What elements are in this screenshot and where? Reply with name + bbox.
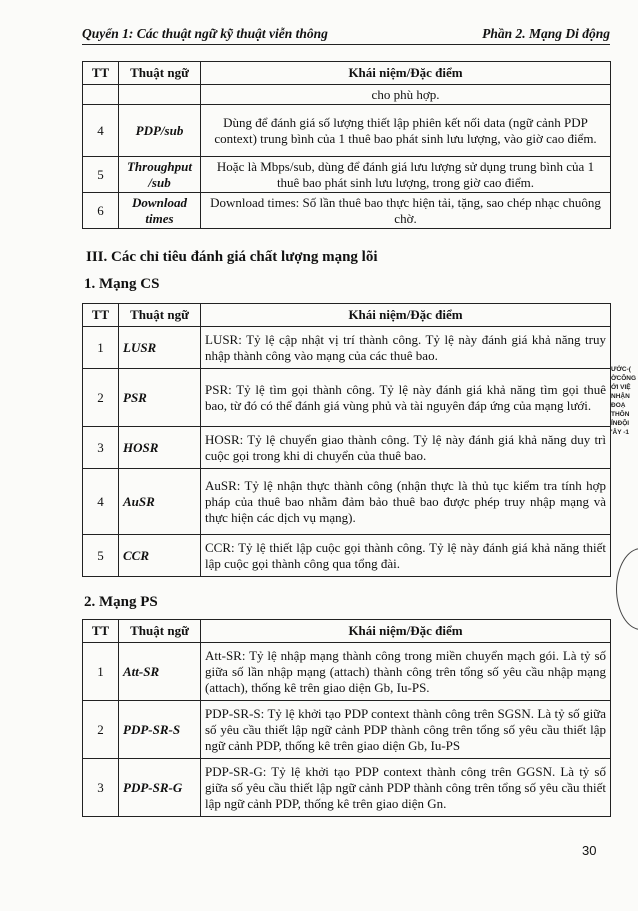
table-row: [83, 369, 611, 427]
running-header: [82, 24, 610, 45]
scrap-line: ỈNĐỘI: [611, 420, 630, 427]
table-row: [83, 427, 611, 469]
col-header-term: Thuật ngữ: [119, 62, 201, 85]
subsection-heading-ps: 2. Mạng PS: [84, 594, 158, 610]
col-header-tt: TT: [83, 620, 119, 643]
table-row: [83, 469, 611, 535]
col-header-tt: TT: [83, 304, 119, 327]
row-tt: 1: [83, 327, 119, 369]
row-tt: 5: [83, 535, 119, 577]
row-desc: Dùng để đánh giá số lượng thiết lập phiên kết nối data (ngữ cảnh PDP context) trung bình của 1 thuê bao phát sinh lưu lượng, vào giờ cao điểm.: [201, 105, 611, 157]
table-row: [83, 85, 611, 105]
page-number: 30: [582, 843, 597, 858]
table-header-row: [83, 62, 611, 85]
row-term: Download times: [119, 193, 201, 229]
row-desc: LUSR: Tỷ lệ cập nhật vị trí thành công. Tỷ lệ này đánh giá khả năng truy nhập thành công vào mạng của các thuê bao.: [201, 327, 611, 369]
seal-stamp-partial: [616, 548, 638, 630]
row-desc: AuSR: Tỷ lệ nhận thực thành công (nhận thực là thủ tục kiểm tra tính hợp pháp của thuê bao nhằm đảm bảo thuê bao được phép truy nhập mạng và thực hiện các dịch vụ mạng).: [201, 469, 611, 535]
table-row: [83, 701, 611, 759]
row-tt: 5: [83, 157, 119, 193]
row-desc: Att-SR: Tỷ lệ nhập mạng thành công trong miền chuyển mạch gói. Là tỷ số giữa số lần nhập mạng (attach) thành công trên tổng số yêu cầu nhập mạng (attach), thống kê trên giao diện Gb, Iu-PS.: [201, 643, 611, 701]
scrap-line: ĐOẠ: [611, 402, 626, 409]
table-row: [83, 759, 611, 817]
table-row: [83, 193, 611, 229]
table-header-row: [83, 304, 611, 327]
row-tt: 4: [83, 469, 119, 535]
ps-kpi-table: [82, 619, 611, 817]
terms-table-continued: [82, 61, 611, 229]
row-desc: CCR: Tỷ lệ thiết lập cuộc gọi thành công. Tỷ lệ này đánh giá khả năng thiết lập cuộc gọi thành công qua tổng đài.: [201, 535, 611, 577]
subsection-heading-cs: 1. Mạng CS: [84, 276, 160, 292]
row-term: [119, 85, 201, 105]
table-row: [83, 327, 611, 369]
row-term: LUSR: [119, 327, 201, 369]
scrap-line: ỜCÔNG: [611, 375, 637, 382]
scrap-line: ỚI VIỆ: [611, 384, 631, 391]
scrap-line: 'ÂY -1: [611, 429, 630, 436]
row-tt: 3: [83, 427, 119, 469]
row-tt: 2: [83, 369, 119, 427]
header-book-title: Quyển 1: Các thuật ngữ kỹ thuật viễn thông: [82, 26, 328, 41]
row-term: Att-SR: [119, 643, 201, 701]
row-term: Throughput /sub: [119, 157, 201, 193]
col-header-tt: TT: [83, 62, 119, 85]
col-header-desc: Khái niệm/Đặc điểm: [201, 304, 611, 327]
table-row: [83, 105, 611, 157]
row-term: AuSR: [119, 469, 201, 535]
col-header-term: Thuật ngữ: [119, 620, 201, 643]
col-header-term: Thuật ngữ: [119, 304, 201, 327]
row-desc: cho phù hợp.: [201, 85, 611, 105]
row-desc: Download times: Số lần thuê bao thực hiện tải, tặng, sao chép nhạc chuông chờ.: [201, 193, 611, 229]
cs-kpi-table: [82, 303, 611, 577]
row-tt: 6: [83, 193, 119, 229]
row-term: PDP-SR-G: [119, 759, 201, 817]
header-part-title: Phần 2. Mạng Di động: [482, 26, 610, 41]
table-header-row: [83, 620, 611, 643]
row-desc: PSR: Tỷ lệ tìm gọi thành công. Tỷ lệ này đánh giá khả năng tìm gọi thuê bao, từ đó có thể đánh giá vùng phủ và tài nguyên đáp ứng của mạng lưới.: [201, 369, 611, 427]
row-desc: PDP-SR-S: Tỷ lệ khởi tạo PDP context thành công trên SGSN. Là tỷ số giữa số yêu cầu thiết lập ngữ cảnh PDP thành công trên tổng số yêu cầu thiết lập ngữ cảnh PDP, thống kê trên giao diện Gb, Iu-PS: [201, 701, 611, 759]
row-tt: 1: [83, 643, 119, 701]
scrap-line: ƯỚC-(: [611, 366, 631, 373]
row-term: PDP-SR-S: [119, 701, 201, 759]
row-desc: Hoặc là Mbps/sub, dùng để đánh giá lưu lượng sử dụng trung bình của 1 thuê bao phát sinh lưu lượng, trong giờ cao điểm.: [201, 157, 611, 193]
table-row: [83, 535, 611, 577]
table-row: [83, 157, 611, 193]
col-header-desc: Khái niệm/Đặc điểm: [201, 620, 611, 643]
row-tt: 2: [83, 701, 119, 759]
row-desc: PDP-SR-G: Tỷ lệ khởi tạo PDP context thành công trên GGSN. Là tỷ số giữa số yêu cầu thiết lập ngữ cảnh PDP thành công trên tổng số yêu cầu thiết lập ngữ cảnh PDP, thống kê trên giao diện Gn.: [201, 759, 611, 817]
row-term: CCR: [119, 535, 201, 577]
scrap-line: NHẬN: [611, 393, 630, 400]
row-term: HOSR: [119, 427, 201, 469]
section-heading-core-network: III. Các chỉ tiêu đánh giá chất lượng mạng lõi: [86, 249, 378, 265]
row-tt: 4: [83, 105, 119, 157]
row-tt: 3: [83, 759, 119, 817]
margin-scrap-text: [611, 365, 638, 457]
col-header-desc: Khái niệm/Đặc điểm: [201, 62, 611, 85]
scrap-line: THÔN: [611, 411, 630, 418]
row-desc: HOSR: Tỷ lệ chuyển giao thành công. Tỷ lệ này đánh giá khả năng duy trì cuộc gọi trong khi di chuyển của thuê bao.: [201, 427, 611, 469]
table-row: [83, 643, 611, 701]
row-tt: [83, 85, 119, 105]
row-term: PDP/sub: [119, 105, 201, 157]
row-term: PSR: [119, 369, 201, 427]
